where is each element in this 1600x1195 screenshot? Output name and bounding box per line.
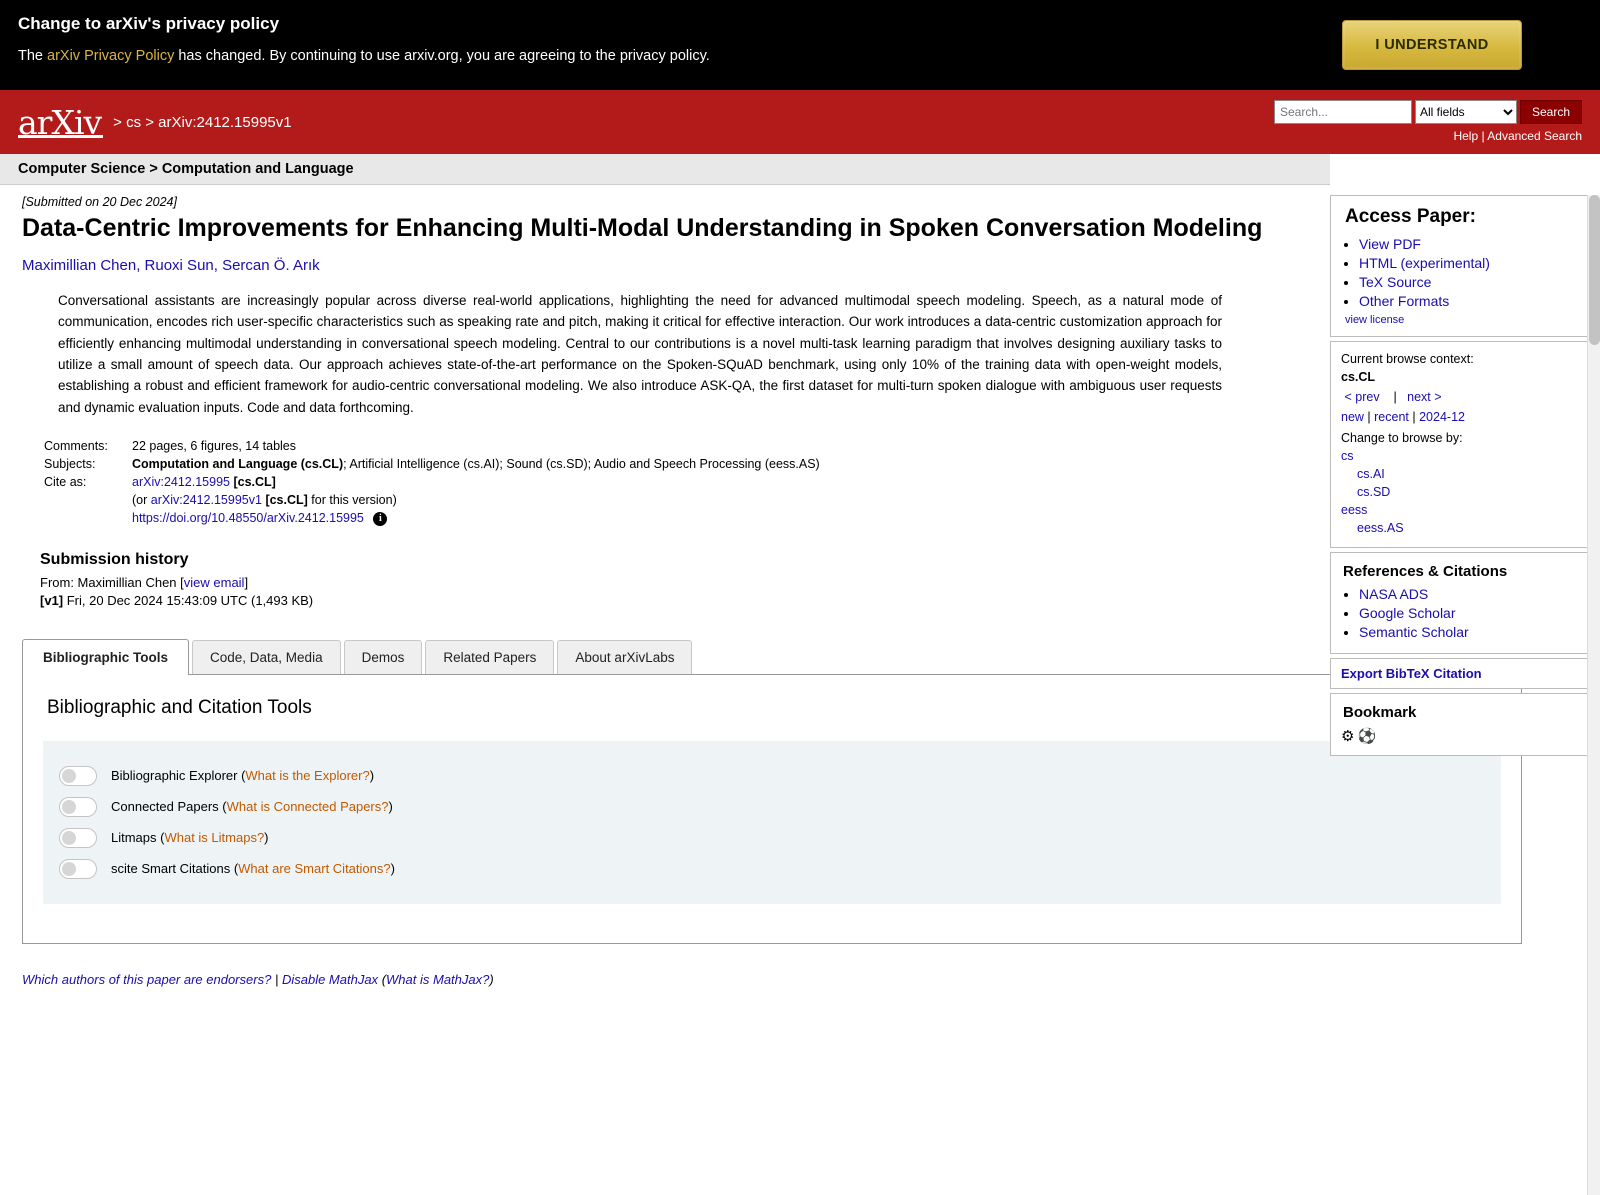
scite-label: scite Smart Citations (: [111, 861, 239, 877]
cite-version-link[interactable]: arXiv:2412.15995v1: [150, 492, 262, 507]
google-scholar-link[interactable]: Google Scholar: [1359, 605, 1456, 622]
browse-cs-sd-link[interactable]: cs.SD: [1357, 484, 1391, 499]
privacy-policy-link[interactable]: arXiv Privacy Policy: [47, 48, 175, 64]
submission-history: [40, 551, 1282, 608]
cite-version-prefix: (or: [132, 492, 151, 507]
tab-related-papers[interactable]: Related Papers: [425, 640, 554, 674]
semantic-scholar-link[interactable]: Semantic Scholar: [1359, 624, 1469, 641]
browse-group-cs: [1341, 447, 1577, 501]
bibliographic-explorer-toggle[interactable]: [59, 766, 97, 786]
what-are-smart-citations-link[interactable]: What are Smart Citations?: [238, 861, 391, 877]
table-row: [44, 456, 820, 472]
html-experimental-link[interactable]: HTML (experimental): [1359, 255, 1490, 271]
cite-label: Cite as:: [44, 474, 87, 489]
scite-tail: ): [390, 861, 395, 877]
references-list: [1359, 586, 1577, 640]
toggle-label: [111, 799, 393, 814]
toggle-label: [111, 830, 269, 845]
browse-cs-children: [1357, 465, 1577, 501]
connected-papers-toggle[interactable]: [59, 797, 97, 817]
doi-label-empty: [44, 510, 116, 527]
browse-eess-as-link[interactable]: eess.AS: [1357, 521, 1404, 536]
submission-history-heading: Submission history: [40, 550, 189, 568]
search-scope-select[interactable]: [1415, 100, 1517, 124]
subject-bar: Computer Science > Computation and Language: [0, 154, 1330, 185]
bibliographic-explorer-tail: ): [369, 768, 375, 784]
table-row: [44, 474, 820, 490]
browse-context-value: cs.CL: [1341, 370, 1376, 385]
references-heading: References & Citations: [1343, 563, 1508, 581]
what-is-explorer-link[interactable]: What is the Explorer?: [245, 768, 370, 784]
browse-separator: |: [1393, 390, 1397, 405]
doi-value: [118, 510, 820, 527]
table-row: [44, 510, 820, 527]
list-item: [59, 766, 1485, 786]
cite-class: [cs.CL]: [233, 474, 276, 489]
mathjax-paren-open: (: [381, 971, 387, 987]
list-item: [1359, 605, 1577, 621]
breadcrumb[interactable]: > cs > arXiv:2412.15995v1: [113, 113, 292, 131]
privacy-banner-title: Change to arXiv's privacy policy: [18, 14, 280, 33]
arxiv-logo[interactable]: arXiv: [18, 103, 102, 142]
paper-sidebar: [1330, 195, 1588, 760]
browse-prev-next: [1341, 388, 1577, 406]
list-item: [59, 828, 1485, 848]
reddit-icon[interactable]: ⚽: [1357, 728, 1380, 746]
cite-arxiv-link[interactable]: arXiv:2412.15995: [132, 474, 230, 489]
browse-new-recent: new | recent | 2024-12: [1341, 410, 1465, 425]
submission-from-end: ]: [244, 574, 249, 590]
export-bibtex-link[interactable]: Export BibTeX Citation: [1341, 666, 1482, 682]
cite-version-value: [118, 492, 820, 508]
export-bibtex-box: [1330, 658, 1588, 689]
authors-link[interactable]: Maximillian Chen, Ruoxi Sun, Sercan Ö. Arık: [22, 257, 320, 274]
paper-main-column: [0, 195, 1300, 608]
tab-about-arxivlabs[interactable]: About arXivLabs: [557, 640, 692, 674]
doi-link[interactable]: https://doi.org/10.48550/arXiv.2412.15995: [132, 510, 364, 525]
tab-demos[interactable]: Demos: [344, 640, 423, 674]
other-formats-link[interactable]: Other Formats: [1359, 293, 1450, 309]
panel-title: Bibliographic and Citation Tools: [47, 696, 312, 718]
prev-link[interactable]: < prev: [1344, 390, 1380, 405]
list-item: [1359, 255, 1577, 271]
help-link[interactable]: Help: [1453, 129, 1479, 143]
bibliographic-tools-panel: [22, 674, 1522, 944]
connected-papers-tail: ): [388, 799, 393, 815]
paper-footer-links: [22, 972, 1600, 987]
what-is-litmaps-link[interactable]: What is Litmaps?: [164, 830, 265, 846]
list-item: [1359, 586, 1577, 602]
recent-link[interactable]: recent: [1374, 410, 1409, 425]
tab-bibliographic-tools[interactable]: Bibliographic Tools: [22, 639, 189, 675]
list-item: [1359, 624, 1577, 640]
browse-context-box: [1330, 341, 1588, 548]
browse-cs-ai-link[interactable]: cs.AI: [1357, 466, 1385, 481]
toggle-label: [111, 861, 395, 876]
view-pdf-link[interactable]: View PDF: [1359, 236, 1421, 252]
browse-cs-link[interactable]: cs: [1341, 448, 1354, 463]
browse-eess-children: [1357, 519, 1577, 537]
footer-separator: |: [274, 971, 279, 987]
toggle-label: [111, 768, 374, 783]
arxivlabs-section: [22, 638, 1522, 944]
page-scrollbar[interactable]: [1587, 195, 1600, 1195]
endorsers-link[interactable]: Which authors of this paper are endorsers?: [22, 971, 272, 987]
comments-label: Comments:: [44, 438, 108, 453]
search-input[interactable]: [1274, 100, 1412, 124]
paper-metadata-table: [42, 436, 822, 529]
browse-eess-link[interactable]: eess: [1341, 503, 1368, 517]
bookmark-box: [1330, 693, 1588, 756]
date-link[interactable]: 2024-12: [1419, 410, 1465, 425]
subjects-value: [118, 456, 820, 472]
mathjax-paren-close: ): [489, 971, 494, 987]
access-paper-list: [1359, 236, 1577, 309]
list-item: [59, 859, 1485, 879]
submission-from-line: [40, 575, 1282, 590]
cite-version-class: [cs.CL]: [265, 492, 308, 507]
info-icon[interactable]: i: [373, 512, 387, 526]
version-detail: Fri, 20 Dec 2024 15:43:09 UTC (1,493 KB): [63, 592, 314, 608]
table-row: [44, 492, 820, 508]
page-body: [0, 195, 1600, 987]
cite-version-suffix: for this version): [307, 492, 397, 507]
search-button[interactable]: Search: [1520, 100, 1582, 124]
page-title: Data-Centric Improvements for Enhancing Multi-Modal Understanding in Spoken Conversation Modeling: [22, 214, 1263, 242]
list-item: [1359, 236, 1577, 252]
bibliographic-explorer-label: Bibliographic Explorer (: [111, 768, 246, 784]
references-citations-box: [1330, 552, 1588, 654]
scite-smart-citations-toggle[interactable]: [59, 859, 97, 879]
bookmark-icons: [1341, 727, 1577, 745]
arxivlabs-tablist: [22, 638, 1522, 674]
privacy-text-before: The: [18, 48, 48, 64]
access-paper-heading: Access Paper:: [1345, 206, 1476, 227]
what-is-mathjax-link[interactable]: What is MathJax?: [386, 971, 490, 987]
view-email-link[interactable]: view email: [183, 574, 245, 590]
browse-group-eess: [1341, 501, 1577, 537]
version-label: [v1]: [40, 592, 64, 608]
submission-date: [Submitted on 20 Dec 2024]: [22, 195, 177, 209]
submission-version-line: [40, 593, 1282, 608]
view-license-link[interactable]: view license: [1345, 314, 1405, 326]
subjects-rest: ; Artificial Intelligence (cs.AI); Sound (cs.SD); Audio and Speech Processing (eess.AS): [343, 456, 820, 471]
scrollbar-thumb[interactable]: [1589, 195, 1600, 345]
new-link[interactable]: new: [1341, 410, 1364, 425]
list-item: [1359, 274, 1577, 290]
change-browse-label: Change to browse by:: [1341, 430, 1463, 445]
links-separator: |: [1481, 129, 1485, 143]
advanced-search-link[interactable]: Advanced Search: [1487, 129, 1582, 143]
list-item: [1359, 293, 1577, 309]
list-item: [59, 797, 1485, 817]
table-row: [44, 438, 820, 454]
header-help-links: [1274, 129, 1582, 143]
tex-source-link[interactable]: TeX Source: [1359, 274, 1432, 290]
view-license-row: [1345, 314, 1577, 326]
browse-context-heading: Current browse context:: [1341, 352, 1474, 366]
site-header: [0, 90, 1600, 154]
cite-version-label-empty: [44, 492, 116, 508]
comments-value: 22 pages, 6 figures, 14 tables: [132, 438, 297, 453]
next-link[interactable]: next >: [1407, 390, 1442, 405]
cite-value: [118, 474, 820, 490]
litmaps-tail: ): [264, 830, 269, 846]
tab-code-data-media[interactable]: Code, Data, Media: [192, 640, 341, 674]
privacy-text-after: has changed. By continuing to use arxiv.org, you are agreeing to the privacy policy.: [174, 48, 710, 64]
submission-from-text: From: Maximillian Chen [: [40, 574, 184, 590]
subjects-label: Subjects:: [44, 456, 96, 471]
litmaps-label: Litmaps (: [111, 830, 165, 846]
abstract-text: Conversational assistants are increasingly popular across diverse real-world applications, highlighting the need for advanced multimodal speech modeling. Speech, as a natural mode of communication, encodes rich user-specific characteristics such as speaking rate and pitch, making it critical for effective interaction. Our work introduces a data-centric customization approach for efficiently enhancing multimodal understanding in conversational speech modeling. Central to our contributions is a novel multi-task learning paradigm that involves designing auxiliary tasks to utilize a small amount of speech data. Our approach achieves state-of-the-art performance on the Spoken-SQuAD benchmark, using only 10% of the training data with open-weight models, establishing a robust and efficient framework for audio-centric conversational modeling. We also introduce ASK-QA, the first dataset for multi-turn spoken dialogue with ambiguous user requests and dynamic evaluation inputs. Code and data forthcoming.: [58, 293, 1222, 415]
bibsonomy-icon[interactable]: ⚙: [1341, 728, 1358, 746]
nasa-ads-link[interactable]: NASA ADS: [1359, 586, 1429, 603]
bibliographic-toggle-list: [43, 741, 1501, 904]
search-area: [1274, 100, 1582, 143]
subjects-primary: Computation and Language (cs.CL): [132, 456, 344, 471]
litmaps-toggle[interactable]: [59, 828, 97, 848]
what-is-connected-papers-link[interactable]: What is Connected Papers?: [226, 799, 389, 815]
connected-papers-label: Connected Papers (: [111, 799, 227, 815]
author-list: [22, 257, 1282, 274]
bookmark-heading: Bookmark: [1343, 704, 1417, 722]
privacy-banner: [0, 0, 1600, 90]
i-understand-button[interactable]: I UNDERSTAND: [1342, 20, 1522, 70]
access-paper-box: [1330, 195, 1588, 337]
disable-mathjax-link[interactable]: Disable MathJax: [281, 971, 379, 987]
